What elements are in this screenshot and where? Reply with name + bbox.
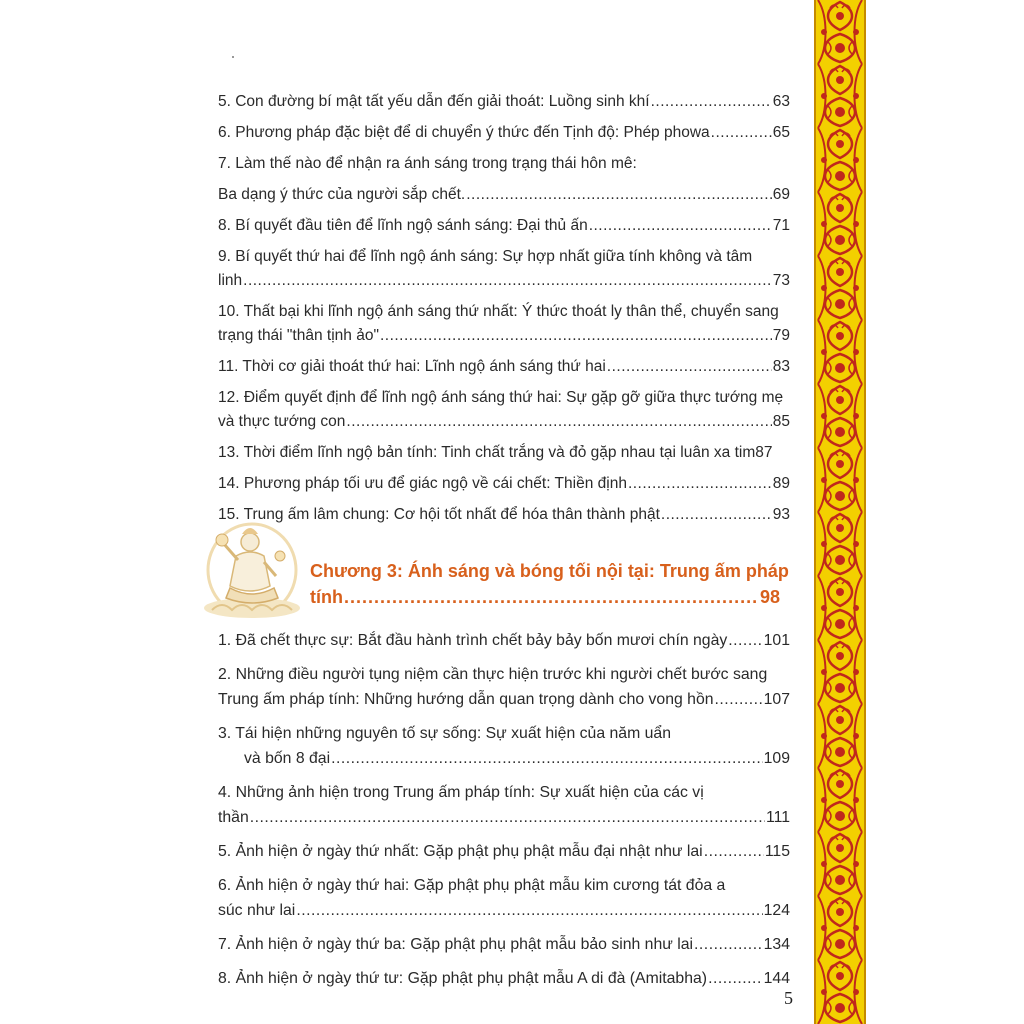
toc-entry[interactable] <box>218 355 790 379</box>
toc-entry[interactable] <box>218 121 790 145</box>
dot-leader <box>466 183 772 207</box>
dot-leader <box>250 805 765 830</box>
toc-entry[interactable] <box>218 873 790 923</box>
entry-title: 8. Bí quyết đầu tiên để lĩnh ngộ sánh sáng: Đại thủ ấn <box>218 217 588 234</box>
entry-title-line: và bốn 8 đại <box>244 750 331 767</box>
entry-page: 101 <box>763 632 790 649</box>
entry-title-line: 10. Thất bại khi lĩnh ngộ ánh sáng thứ nhất: Ý thức thoát ly thân thể, chuyển sang <box>218 303 779 320</box>
dot-leader <box>728 628 762 653</box>
dot-leader <box>296 898 762 923</box>
toc-entry[interactable] <box>218 214 790 238</box>
entry-title-line: 6. Ảnh hiện ở ngày thứ hai: Gặp phật phụ phật mẫu kim cương tát đỏa a <box>218 877 726 894</box>
chapter-title-line: Chương 3: Ánh sáng và bóng tối nội tại: Trung ấm pháp <box>310 561 789 581</box>
entry-page: 124 <box>763 902 790 919</box>
entry-page: 87 <box>755 444 773 461</box>
entry-page: 109 <box>763 750 790 767</box>
entry-page: 63 <box>772 93 790 110</box>
entry-title-line: 9. Bí quyết thứ hai để lĩnh ngộ ánh sáng: Sự hợp nhất giữa tính không và tâm <box>218 248 753 265</box>
toc-entry[interactable] <box>218 441 790 465</box>
dot-leader <box>708 966 763 991</box>
entry-title-line: linh <box>218 272 243 289</box>
toc-entry[interactable] <box>218 721 790 771</box>
toc-entry[interactable] <box>218 932 790 957</box>
dot-leader <box>243 269 772 293</box>
entry-page: 85 <box>772 413 790 430</box>
dot-leader <box>589 214 772 238</box>
toc-entry[interactable] <box>218 245 790 293</box>
toc-entry[interactable] <box>218 662 790 712</box>
entry-title-line: 4. Những ảnh hiện trong Trung ấm pháp tính: Sự xuất hiện của các vị <box>218 784 704 801</box>
dot-leader <box>651 90 772 114</box>
dot-leader <box>331 746 763 771</box>
toc-entry[interactable] <box>218 90 790 114</box>
chapter-title-line: tính <box>310 587 343 607</box>
entry-page: 115 <box>764 843 790 860</box>
entry-title: 8. Ảnh hiện ở ngày thứ tư: Gặp phật phụ phật mẫu A di đà (Amitabha) <box>218 970 708 987</box>
entry-title-line: 7. Làm thế nào để nhận ra ánh sáng trong trạng thái hôn mê: <box>218 155 637 172</box>
entry-page: 73 <box>772 272 790 289</box>
entry-page: 71 <box>772 217 790 234</box>
entry-title: 6. Phương pháp đặc biệt để di chuyển ý thức đến Tịnh độ: Phép phowa <box>218 124 710 141</box>
entry-page: 79 <box>772 327 790 344</box>
entry-title-line: 2. Những điều người tụng niệm cần thực hiện trước khi người chết bước sang <box>218 666 768 683</box>
entry-title-line: thần <box>218 809 249 826</box>
entry-page: 144 <box>763 970 790 987</box>
dot-leader <box>694 932 763 957</box>
deity-icon <box>200 512 306 624</box>
dot-leader <box>607 355 772 379</box>
dot-leader <box>704 839 764 864</box>
dot-leader <box>346 410 771 434</box>
dot-leader <box>715 687 763 712</box>
entry-title-line: trạng thái "thân tịnh ảo" <box>218 327 379 344</box>
entry-page: 107 <box>763 691 790 708</box>
entry-title: 5. Ảnh hiện ở ngày thứ nhất: Gặp phật phụ phật mẫu đại nhật như lai <box>218 843 703 860</box>
entry-title: 15. Trung ấm lâm chung: Cơ hội tốt nhất để hóa thân thành phật <box>218 506 660 523</box>
dot-leader <box>628 472 772 496</box>
page-number: 5 <box>784 988 793 1008</box>
entry-page: 89 <box>772 475 790 492</box>
entry-page: 69 <box>772 186 790 203</box>
entry-title-line: và thực tướng con <box>218 413 346 430</box>
entry-title: 13. Thời điểm lĩnh ngộ bản tính: Tinh chất trắng và đỏ gặp nhau tại luân xa tim <box>218 444 756 461</box>
entry-page: 134 <box>763 936 790 953</box>
entry-page: 83 <box>772 358 790 375</box>
entry-title: 7. Ảnh hiện ở ngày thứ ba: Gặp phật phụ phật mẫu bảo sinh như lai <box>218 936 694 953</box>
chapter-heading[interactable] <box>310 558 789 610</box>
toc-entry[interactable] <box>218 628 790 653</box>
toc-entry[interactable] <box>218 780 790 830</box>
entry-title: 11. Thời cơ giải thoát thứ hai: Lĩnh ngộ ánh sáng thứ hai <box>218 358 606 375</box>
dot-leader <box>661 503 772 527</box>
dot-leader <box>380 324 772 348</box>
seated-deity-illustration <box>200 512 306 624</box>
toc-entry[interactable] <box>218 152 790 207</box>
toc-entry[interactable] <box>218 839 790 864</box>
entry-page: 111 <box>765 809 790 826</box>
entry-page: 65 <box>772 124 790 141</box>
floral-pattern <box>816 0 864 1024</box>
dot-leader <box>344 584 759 610</box>
entry-page: 93 <box>772 506 790 523</box>
entry-title: 5. Con đường bí mật tất yếu dẫn đến giải thoát: Luồng sinh khí <box>218 93 650 110</box>
chapter-page: 98 <box>759 587 780 607</box>
toc-entry[interactable] <box>218 386 790 434</box>
toc-entry[interactable] <box>218 300 790 348</box>
entry-title-line: súc như lai <box>218 902 296 919</box>
entry-title-line: 3. Tái hiện những nguyên tố sự sống: Sự xuất hiện của năm uẩn <box>218 725 671 742</box>
dot-leader <box>711 121 772 145</box>
ornamental-border <box>814 0 866 1024</box>
entry-title-line: 12. Điểm quyết định để lĩnh ngộ ánh sáng thứ hai: Sự gặp gỡ giữa thực tướng mẹ <box>218 389 784 406</box>
entry-title: 14. Phương pháp tối ưu để giác ngộ về cái chết: Thiền định <box>218 475 627 492</box>
scan-speck <box>232 56 234 58</box>
entry-title-line: Ba dạng ý thức của người sắp chết. <box>218 186 466 203</box>
entry-title-line: Trung ấm pháp tính: Những hướng dẫn quan trọng dành cho vong hồn <box>218 691 714 708</box>
toc-list-before-chapter <box>218 90 790 534</box>
toc-entry[interactable] <box>218 472 790 496</box>
entry-title: 1. Đã chết thực sự: Bắt đầu hành trình chết bảy bảy bốn mươi chín ngày <box>218 632 728 649</box>
toc-list-after-chapter <box>218 628 790 1000</box>
toc-entry[interactable] <box>218 966 790 991</box>
